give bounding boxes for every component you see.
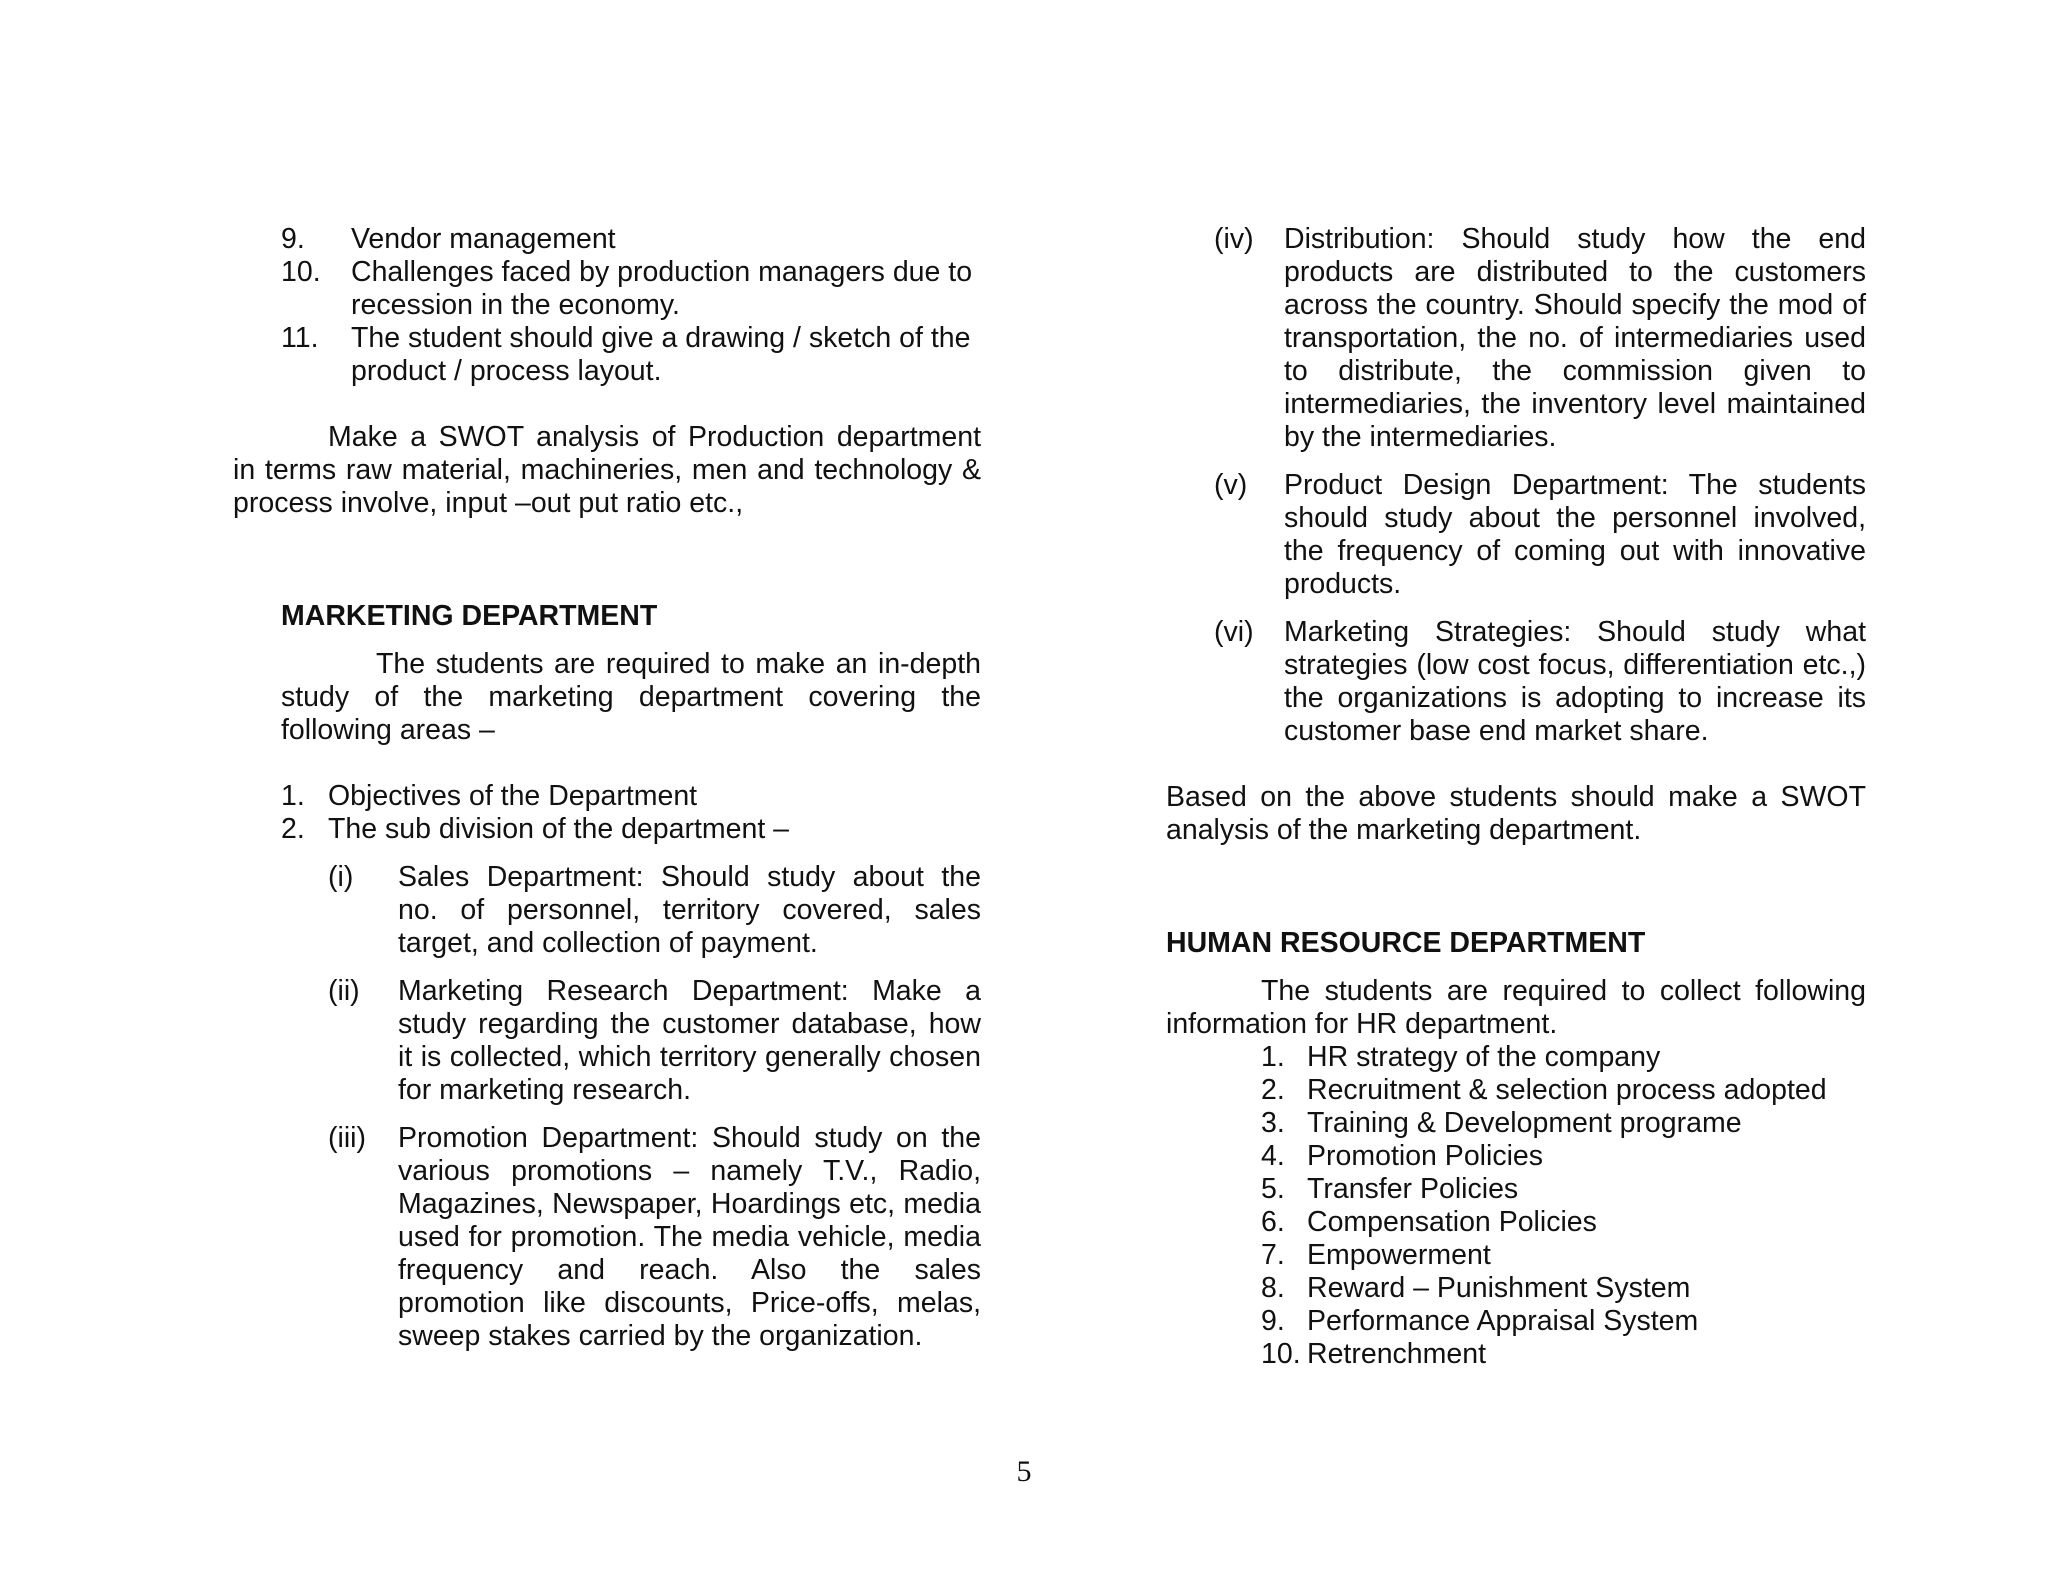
list-item-number: 11. [281, 322, 319, 354]
list-item-number: 9. [281, 223, 305, 255]
list-item [281, 256, 981, 322]
list-item-number: 6. [1261, 1206, 1285, 1238]
list-item [328, 1122, 981, 1353]
list-item-text: Empowerment [1307, 1239, 1491, 1271]
list-item-text: Distribution: Should study how the end products are distributed to the customers across the country. Should specify the mod of transportation, the no. of intermediaries used to distribute, the commission given to intermediaries, the inventory level maintained by the intermediaries. [1284, 223, 1866, 453]
marketing-list [281, 780, 981, 846]
list-item-text: Marketing Strategies: Should study what strategies (low cost focus, differentiation etc.,) the organizations is adopting to increase its customer base end market share. [1284, 616, 1866, 747]
list-item-text: The student should give a drawing / sketch of the product / process layout. [351, 322, 971, 387]
list-item [1261, 1140, 1866, 1173]
list-item [1214, 616, 1866, 748]
list-item [1261, 1074, 1866, 1107]
list-item-number: 10. [1261, 1338, 1301, 1370]
list-item-number: (ii) [328, 975, 360, 1007]
list-item [1261, 1338, 1866, 1371]
list-item [1214, 223, 1866, 454]
list-item [281, 322, 981, 388]
list-item-number: 5. [1261, 1173, 1285, 1205]
list-item-text: Training & Development programe [1307, 1107, 1742, 1139]
list-item [328, 975, 981, 1107]
list-item [1261, 1206, 1866, 1239]
list-item-text: Marketing Research Department: Make a study regarding the customer database, how it is collected, which territory generally chosen for marketing research. [398, 975, 981, 1106]
hr-topics-list [1261, 1041, 1866, 1371]
list-item [281, 780, 981, 813]
list-item-number: (vi) [1214, 616, 1254, 648]
list-item [1261, 1272, 1866, 1305]
list-item-text: Sales Department: Should study about the no. of personnel, territory covered, sales target, and collection of payment. [398, 861, 981, 959]
list-item-text: HR strategy of the company [1307, 1041, 1661, 1073]
list-item [1261, 1107, 1866, 1140]
list-item-number: 3. [1261, 1107, 1285, 1139]
page-number: 5 [1016, 1455, 1032, 1488]
list-item-text: Promotion Policies [1307, 1140, 1544, 1172]
list-item-text: Retrenchment [1307, 1338, 1487, 1370]
list-item [1261, 1239, 1866, 1272]
hr-intro-paragraph: The students are required to collect following information for HR department. [1166, 975, 1866, 1040]
list-item-number: (iii) [328, 1122, 366, 1154]
left-column [233, 223, 981, 1368]
list-item-text: Performance Appraisal System [1307, 1305, 1699, 1337]
sub-division-list [328, 861, 981, 1353]
list-item-number: (i) [328, 861, 354, 893]
list-item [1261, 1173, 1866, 1206]
marketing-swot-paragraph: Based on the above students should make a SWOT analysis of the marketing department. [1166, 781, 1866, 846]
production-topics-list [281, 223, 981, 388]
hr-department-heading: HUMAN RESOURCE DEPARTMENT [1166, 927, 1646, 959]
list-item-text: Transfer Policies [1307, 1173, 1519, 1205]
list-item [281, 813, 981, 846]
list-item-text: Reward – Punishment System [1307, 1272, 1691, 1304]
sub-division-list-continued [1214, 223, 1866, 748]
list-item-number: (iv) [1214, 223, 1254, 255]
list-item-number: 8. [1261, 1272, 1285, 1304]
list-item-text: Compensation Policies [1307, 1206, 1597, 1238]
marketing-intro-paragraph: The students are required to make an in-depth study of the marketing department covering the following areas – [281, 648, 981, 746]
list-item [1214, 469, 1866, 601]
list-item-text: Objectives of the Department [328, 780, 698, 812]
list-item-number: 10. [281, 256, 321, 288]
list-item-number: 9. [1261, 1305, 1285, 1337]
list-item [281, 223, 981, 256]
list-item-number: 1. [281, 780, 305, 812]
list-item-number: 1. [1261, 1041, 1285, 1073]
list-item-number: 2. [1261, 1074, 1285, 1106]
list-item-text: Product Design Department: The students should study about the personnel involved, the frequency of coming out with innovative products. [1284, 469, 1866, 600]
list-item [328, 861, 981, 960]
list-item-number: 7. [1261, 1239, 1285, 1271]
list-item-number: 2. [281, 813, 305, 845]
list-item-text: Vendor management [351, 223, 616, 255]
list-item-number: (v) [1214, 469, 1248, 501]
list-item-number: 4. [1261, 1140, 1285, 1172]
list-item-text: Promotion Department: Should study on the various promotions – namely T.V., Radio, Magazines, Newspaper, Hoardings etc, media used for promotion. The media vehicle, media frequency and reach. Also the sales promotion like discounts, Price-offs, melas, sweep stakes carried by the organization. [398, 1122, 981, 1352]
list-item [1261, 1305, 1866, 1338]
list-item-text: Challenges faced by production managers due to recession in the economy. [351, 256, 973, 321]
production-swot-paragraph: Make a SWOT analysis of Production department in terms raw material, machineries, men and technology & process involve, input –out put ratio etc., [233, 421, 981, 519]
list-item [1261, 1041, 1866, 1074]
list-item-text: The sub division of the department – [328, 813, 790, 845]
right-column [1166, 223, 1866, 1371]
marketing-department-heading: MARKETING DEPARTMENT [281, 600, 658, 632]
list-item-text: Recruitment & selection process adopted [1307, 1074, 1827, 1106]
